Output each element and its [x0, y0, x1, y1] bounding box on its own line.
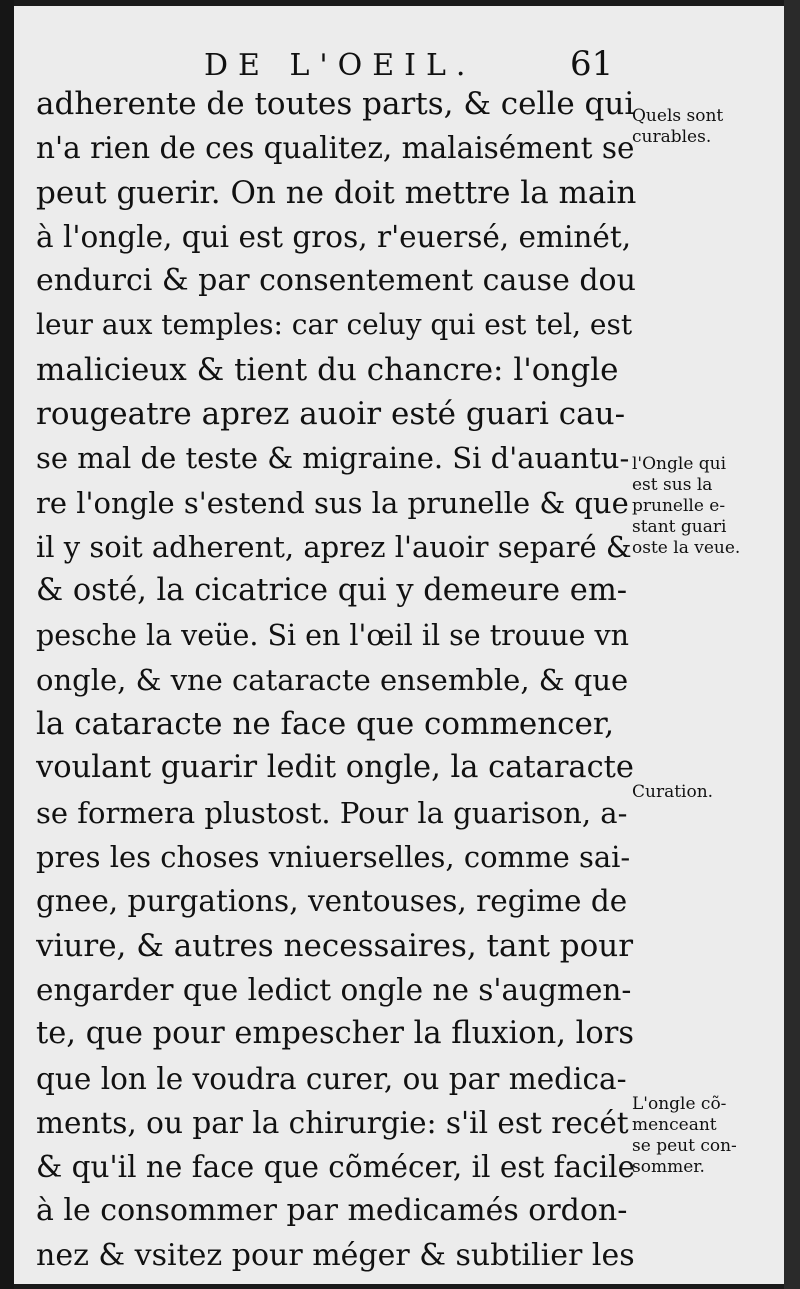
text-line: ments, ou par la chirurgie: s'il est recét	[36, 1105, 629, 1140]
note-line: stant guari	[632, 517, 727, 537]
note-line: est sus la	[632, 475, 713, 495]
text-line: nez & vsitez pour méger & subtilier les	[36, 1237, 635, 1273]
text-line: & osté, la cicatrice qui y demeure em-	[36, 573, 628, 609]
text-line: pres les choses vniuerselles, comme sai-	[36, 840, 631, 875]
text-line: rougeatre aprez auoir esté guari cau-	[36, 396, 626, 433]
text-line: la cataracte ne face que commencer,	[36, 706, 615, 743]
text-line: & qu'il ne face que cõmécer, il est facile	[36, 1150, 636, 1185]
page-edge-shadow	[784, 0, 800, 1289]
text-line: que lon le voudra curer, ou par medica-	[36, 1061, 627, 1096]
text-line: engarder que ledict ongle ne s'augmen-	[36, 972, 632, 1007]
text-line: se formera plustost. Pour la guarison, a-	[36, 795, 628, 830]
text-line: adherente de toutes parts, & celle qui	[36, 86, 635, 122]
body-text	[36, 82, 636, 1278]
marginal-note-prunelle	[632, 454, 782, 559]
marginal-note-curables	[632, 106, 782, 148]
note-line: L'ongle cõ-	[632, 1094, 727, 1114]
note-line: Quels sont	[632, 106, 724, 126]
text-line: endurci & par consentement cause dou	[36, 263, 636, 299]
text-line: peut guerir. On ne doit mettre la main	[36, 174, 636, 211]
running-head	[14, 36, 784, 84]
text-line: ongle, & vne cataracte ensemble, & que	[36, 662, 629, 697]
note-line: prunelle e-	[632, 496, 726, 516]
marginal-note-curation	[632, 782, 782, 803]
note-line: oste la veue.	[632, 538, 741, 558]
text-line: voulant guarir ledit ongle, la cataracte	[36, 750, 634, 786]
text-line: viure, & autres necessaires, tant pour	[36, 927, 634, 964]
note-line: curables.	[632, 127, 712, 147]
note-line: se peut con-	[632, 1136, 737, 1156]
text-line: re l'ongle s'estend sus la prunelle & que	[36, 485, 629, 520]
text-line: à l'ongle, qui est gros, r'euersé, eminét,	[36, 219, 632, 254]
text-line: te, que pour empescher la fluxion, lors	[36, 1016, 634, 1052]
page-title: DE L'OEIL.	[204, 48, 476, 83]
note-line: Curation.	[632, 782, 714, 802]
text-line: à le consommer par medicamés ordon-	[36, 1193, 628, 1229]
text-line: gnee, purgations, ventouses, regime de	[36, 884, 628, 919]
book-gutter	[0, 0, 14, 1289]
note-line: l'Ongle qui	[632, 454, 727, 474]
book-page	[14, 6, 784, 1284]
marginal-note-commenceant	[632, 1094, 782, 1178]
text-line: malicieux & tient du chancre: l'ongle	[36, 351, 619, 388]
note-line: sommer.	[632, 1157, 705, 1177]
text-line: pesche la veüe. Si en l'œil il se trouue vn	[36, 618, 630, 652]
note-line: menceant	[632, 1115, 717, 1135]
text-line: n'a rien de ces qualitez, malaisément se	[36, 131, 635, 166]
text-line: se mal de teste & migraine. Si d'auantu-	[36, 441, 630, 476]
text-line: il y soit adherent, aprez l'auoir separé &	[36, 529, 632, 564]
text-line: leur aux temples: car celuy qui est tel, est	[36, 308, 633, 342]
page-number: 61	[570, 44, 614, 84]
